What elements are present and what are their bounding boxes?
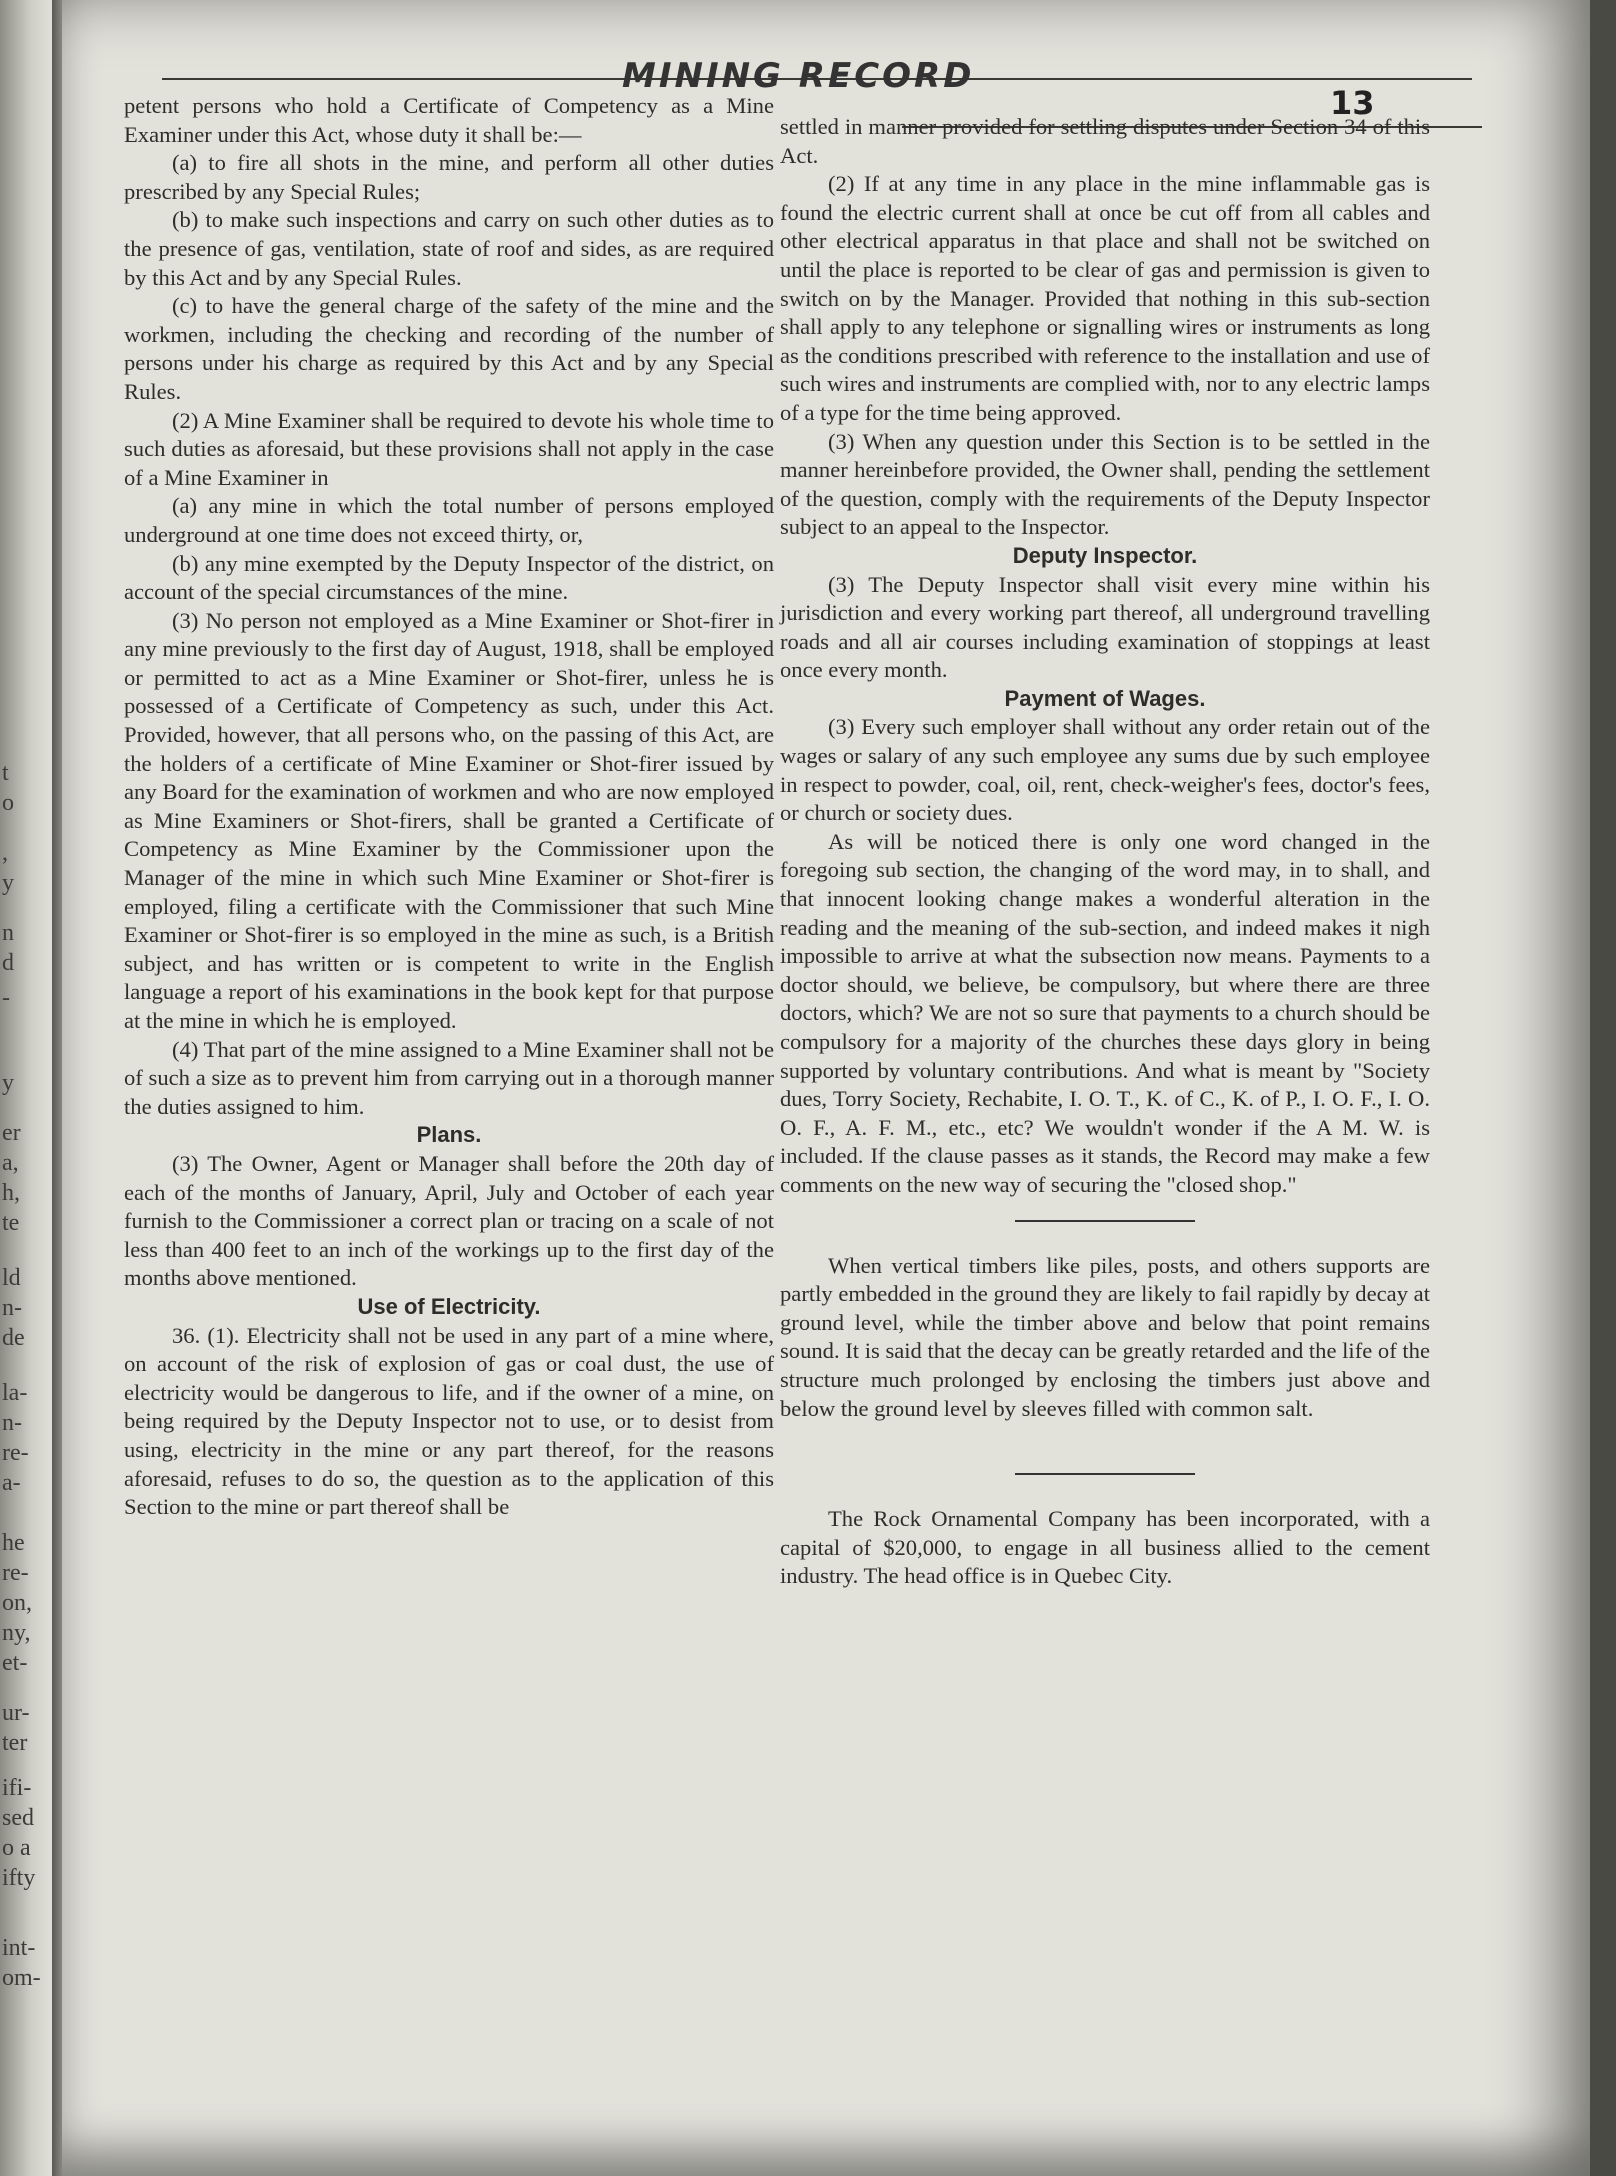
edge-text-fragment: -: [2, 985, 10, 1011]
edge-text-fragment: la-: [2, 1380, 28, 1406]
edge-text-fragment: o a: [2, 1835, 31, 1861]
edge-text-fragment: d: [2, 950, 14, 976]
paragraph: (a) to fire all shots in the mine, and perform all other duties prescribed by any Special Rules;: [124, 150, 774, 204]
edge-text-fragment: ifty: [2, 1865, 36, 1891]
edge-text-fragment: er: [2, 1120, 21, 1146]
edge-text-fragment: a,: [2, 1150, 19, 1176]
edge-text-fragment: ny,: [2, 1620, 31, 1646]
page-number: 13: [1330, 84, 1375, 122]
adjacent-page-edge: [0, 0, 56, 2176]
edge-text-fragment: ifi-: [2, 1775, 32, 1801]
paragraph: (a) any mine in which the total number of persons employed underground at one time does not exceed thirty, or,: [124, 493, 774, 547]
section-heading-deputy-inspector: Deputy Inspector.: [1012, 542, 1198, 568]
edge-text-fragment: on,: [2, 1590, 32, 1616]
edge-text-fragment: te: [2, 1210, 20, 1236]
paragraph: (3) No person not employed as a Mine Examiner or Shot-firer in any mine previously to the first day of August, 1918, shall be employed or permitted to act as a Mine Examiner or Shot-firer, unless he is possessed of a Certificate of Competency as such, under this Act. Provided, however, that all persons who, on the passing of this Act, are the holders of a certificate of Mine Examiner or Shot-firer issued by any Board for the examination of workmen and who are now employed as Mine Examiners or Shot-firers, shall be granted a Certificate of Competency as Mine Examiner by the Commissioner upon the Manager of the mine in which such Mine Examiner or Shot-firer is employed, filing a certificate with the Commissioner that such Mine Examiner or Shot-firer is so employed in the mine as such, is a British subject, and has written or is competent to write in the English language a report of his examinations in the book kept for that purpose at the mine in which he is employed.: [124, 607, 774, 1033]
edge-text-fragment: int-: [2, 1935, 36, 1961]
edge-text-fragment: o: [2, 790, 14, 816]
edge-text-fragment: y: [2, 1070, 14, 1096]
edge-text-fragment: re-: [2, 1560, 29, 1586]
edge-text-fragment: sed: [2, 1805, 34, 1831]
edge-text-fragment: ld: [2, 1265, 21, 1291]
paragraph: (b) to make such inspections and carry on such other duties as to the presence of gas, ventilation, state of roof and sides, as are required by this Act and by any Special Rules.: [124, 207, 774, 290]
edge-text-fragment: n-: [2, 1295, 22, 1321]
paragraph: (3) Every such employer shall without any order retain out of the wages or salary of any such employee any sums due by such employee in respect to powder, coal, oil, rent, check-weigher's fees, doctor's fees, or church or society dues.: [780, 714, 1430, 826]
paragraph: (2) A Mine Examiner shall be required to devote his whole time to such duties as aforesaid, but these provisions shall not apply in the case of a Mine Examiner in: [124, 407, 774, 490]
section-heading-electricity: Use of Electricity.: [357, 1293, 541, 1319]
edge-text-fragment: a-: [2, 1470, 21, 1496]
edge-text-fragment: t: [2, 760, 9, 786]
right-column: [780, 113, 1430, 1591]
paragraph: (3) When any question under this Section is to be settled in the manner hereinbefore provided, the Owner shall, pending the settlement of the question, comply with the requirements of the Deputy Inspector subject to an appeal to the Inspector.: [780, 428, 1430, 540]
paragraph: The Rock Ornamental Company has been incorporated, with a capital of $20,000, to engage in all business allied to the cement industry. The head office is in Quebec City.: [780, 1506, 1430, 1589]
edge-text-fragment: y: [2, 870, 14, 896]
divider-rule: [1015, 1220, 1195, 1222]
paragraph: When vertical timbers like piles, posts, and others supports are partly embedded in the ground they are likely to fail rapidly by decay at ground level, while the timber above and below that point remains sound. It is said that the decay can be greatly retarded and the life of the structure much prolonged by enclosing the timbers just above and below the ground level by sleeves filled with common salt.: [780, 1252, 1430, 1421]
edge-text-fragment: ur-: [2, 1700, 30, 1726]
paragraph: (3) The Owner, Agent or Manager shall before the 20th day of each of the months of January, April, July and October of each year furnish to the Commissioner a correct plan or tracing on a scale of not less than 400 feet to an inch of the workings up to the first day of the months above mentioned.: [124, 1150, 774, 1291]
paragraph: As will be noticed there is only one word changed in the foregoing sub section, the changing of the word may, in to shall, and that innocent looking change makes a wonderful alteration in the reading and the meaning of the sub-section, and indeed makes it nigh impossible to arrive at what the subsection now means. Payments to a doctor should, we believe, be compulsory, but where there are three doctors, which? We are not so sure that payments to a church should be compulsory for a majority of the churches these days glory in being supported by voluntary contributions. And what is meant by "Society dues, Torry Society, Rechabite, I. O. T., K. of C., K. of P., I. O. F., I. O. O. F., A. F. M., etc., etc? We wouldn't wonder if the A M. W. is included. If the clause passes as it stands, the Record may make a few comments on the new way of securing the "closed shop.": [780, 828, 1430, 1197]
paragraph: (4) That part of the mine assigned to a Mine Examiner shall not be of such a size as to prevent him from carrying out in a thorough manner the duties assigned to him.: [124, 1036, 774, 1119]
edge-text-fragment: h,: [2, 1180, 20, 1206]
running-title: MINING RECORD: [622, 56, 975, 96]
edge-text-fragment: n-: [2, 1410, 22, 1436]
edge-text-fragment: et-: [2, 1650, 28, 1676]
edge-text-fragment: ,: [2, 840, 8, 866]
edge-text-fragment: de: [2, 1325, 25, 1351]
edge-text-fragment: ter: [2, 1730, 28, 1756]
paragraph: (b) any mine exempted by the Deputy Inspector of the district, on account of the special circumstances of the mine.: [124, 550, 774, 605]
edge-text-fragment: om-: [2, 1965, 41, 1991]
divider-rule: [1015, 1473, 1195, 1475]
edge-text-fragment: n: [2, 920, 14, 946]
edge-text-fragment: re-: [2, 1440, 29, 1466]
paragraph: (c) to have the general charge of the safety of the mine and the workmen, including the checking and recording of the number of persons under his charge as required by this Act and by any Special Rules.: [124, 293, 774, 404]
section-heading-plans: Plans.: [416, 1122, 482, 1148]
left-column: [124, 92, 774, 1522]
paragraph: (3) The Deputy Inspector shall visit every mine within his jurisdiction and every working part thereof, all underground travelling roads and all air courses including examination of stoppings at least once every month.: [780, 571, 1430, 683]
paragraph: (2) If at any time in any place in the mine inflammable gas is found the electric current shall at once be cut off from all cables and other electrical apparatus in that place and shall not be switched on until the place is reported to be clear of gas and permission is given to switch on by the Manager. Provided that nothing in this sub-section shall apply to any telephone or signalling wires or instruments as long as the conditions prescribed with reference to the installation and use of such wires and instruments are complied with, nor to any electric lamps of a type for the time being approved.: [780, 171, 1430, 425]
page: [62, 0, 1590, 2176]
paragraph: 36. (1). Electricity shall not be used in any part of a mine where, on account of the risk of explosion of gas or coal dust, the use of electricity would be dangerous to life, and if the owner of a mine, on being required by the Deputy Inspector not to use, or to desist from using, electricity in the mine or any part thereof, for the reasons aforesaid, refuses to do so, the question as to the application of this Section to the mine or part thereof shall be: [124, 1322, 774, 1520]
edge-text-fragment: he: [2, 1530, 25, 1556]
paragraph: settled in manner provided for settling disputes under Section 34 of this Act.: [780, 114, 1430, 168]
paragraph: petent persons who hold a Certificate of Competency as a Mine Examiner under this Act, whose duty it shall be:—: [124, 93, 774, 147]
section-heading-payment-of-wages: Payment of Wages.: [1004, 685, 1206, 711]
